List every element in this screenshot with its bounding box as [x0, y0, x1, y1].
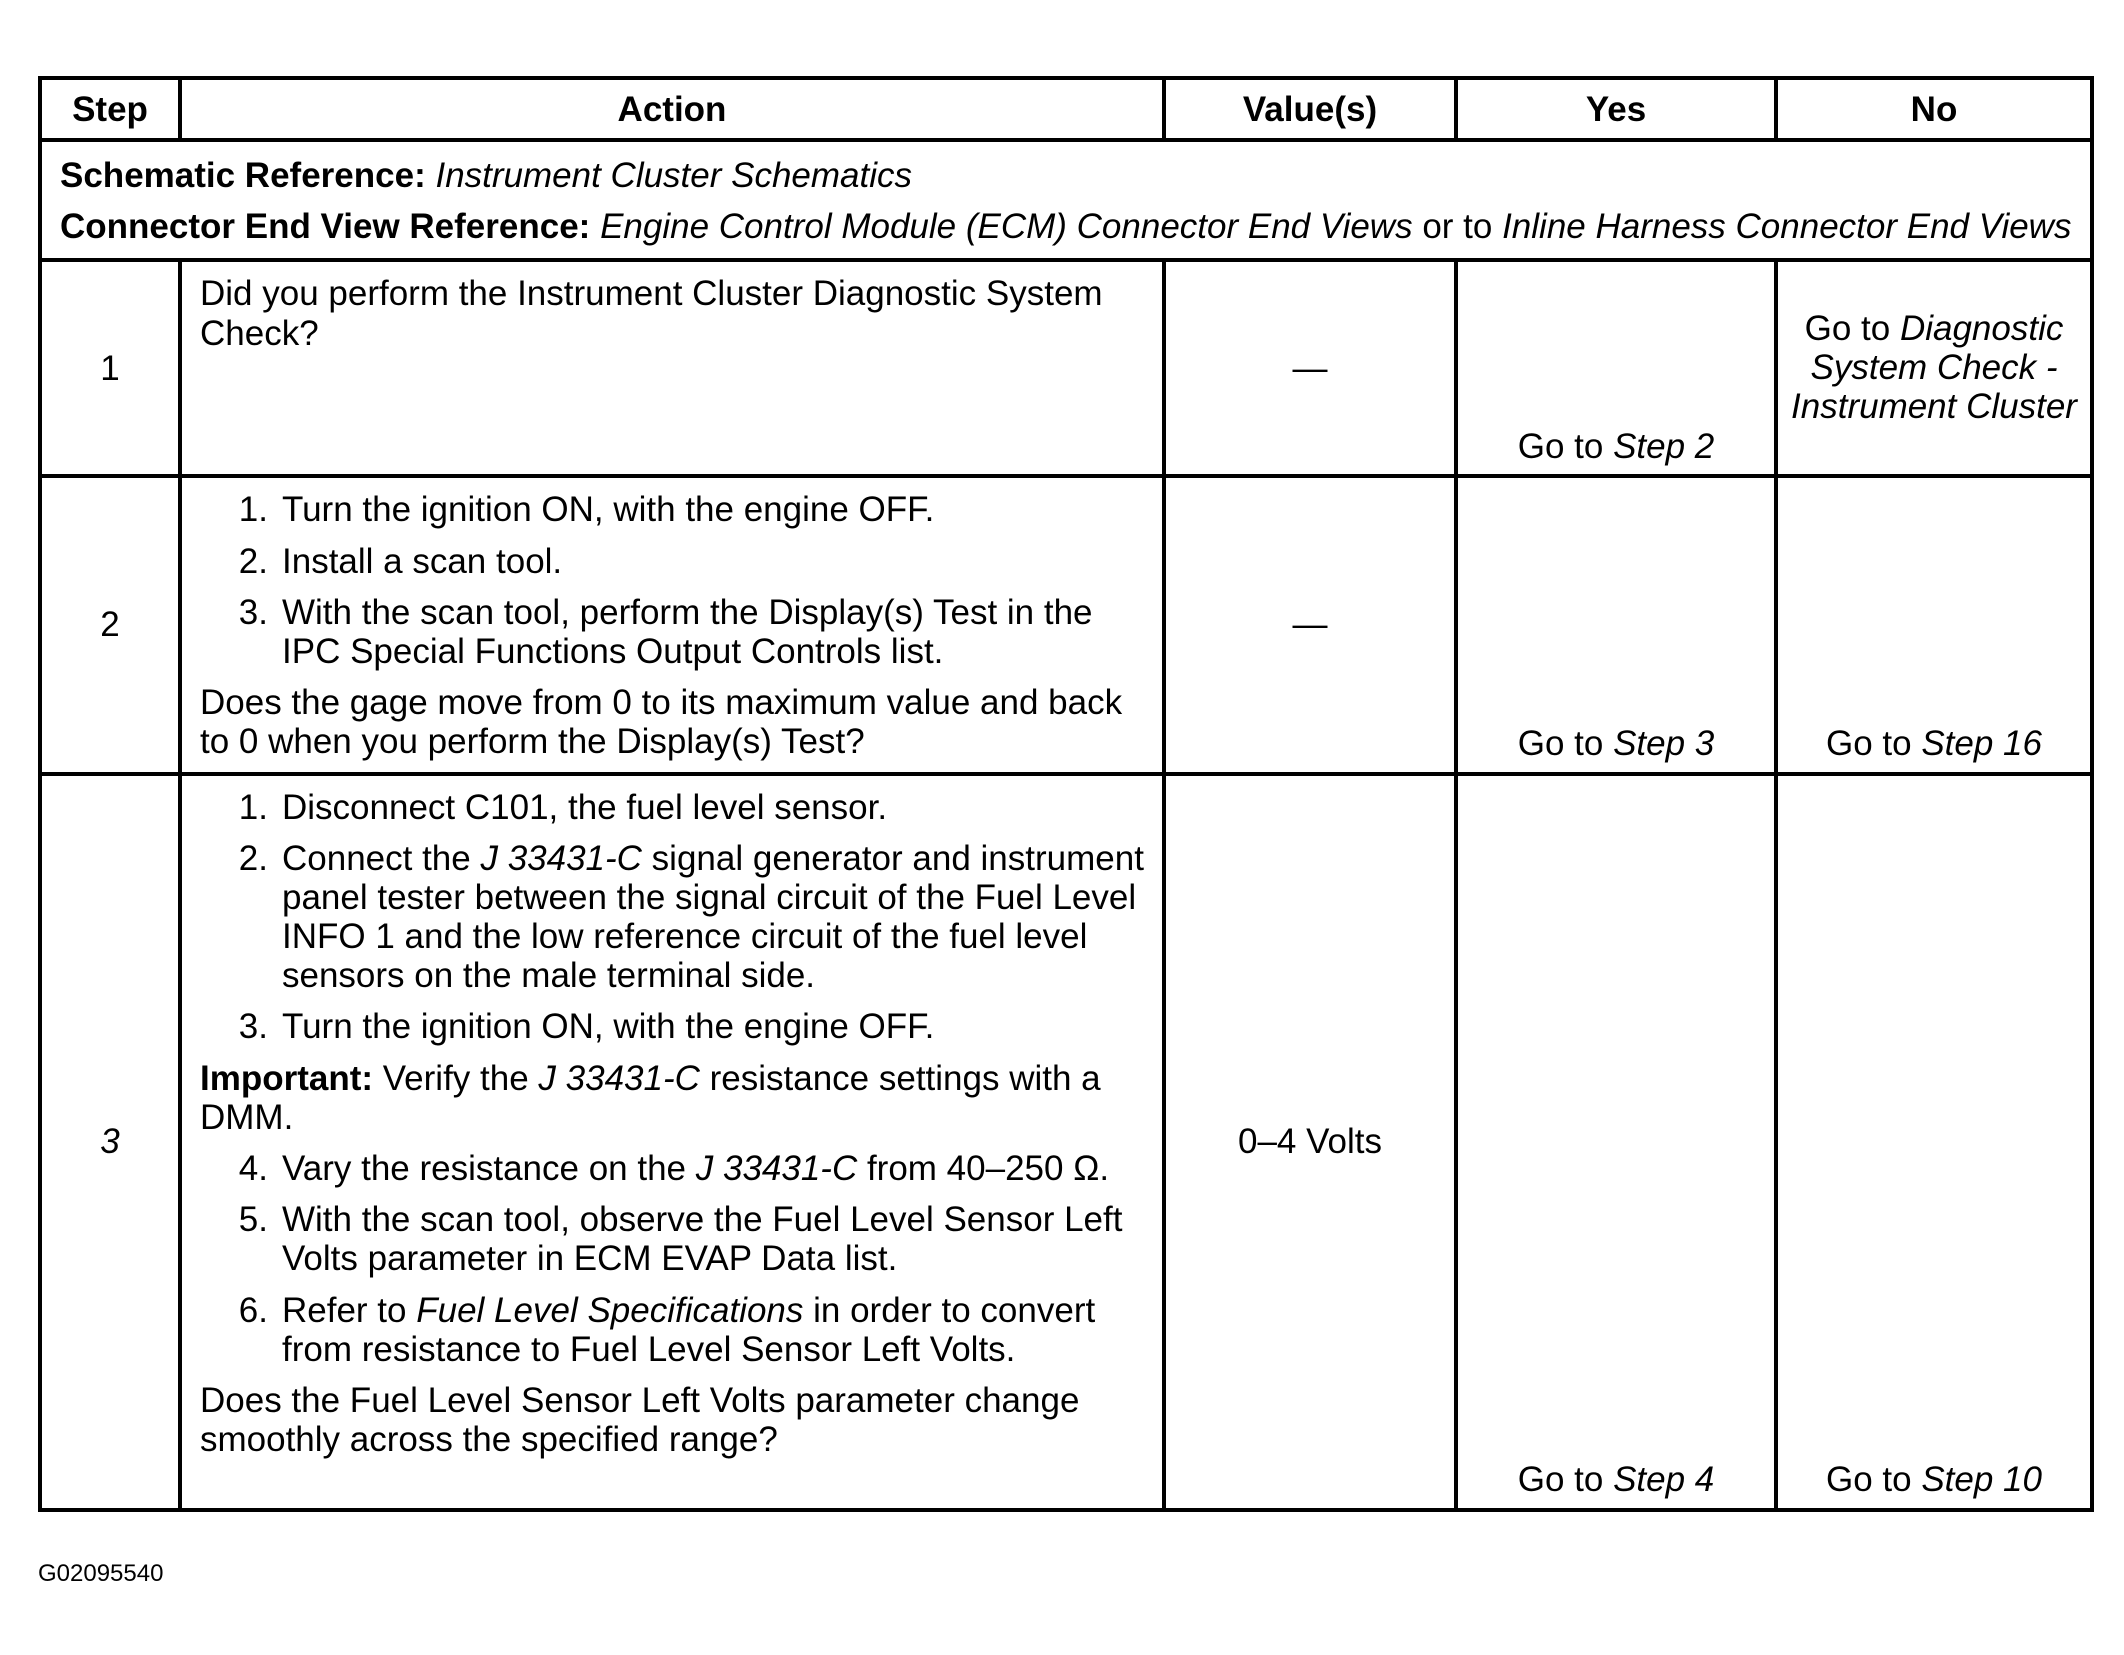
yes-prefix: Go to	[1517, 427, 1614, 467]
action-cell	[180, 260, 1164, 476]
list-item-text: With the scan tool, observe the Fuel Level Sensor Left Volts parameter in ECM EVAP Data list.	[282, 1200, 1123, 1279]
header-no: No	[1776, 78, 2092, 140]
list-item-text: Turn the ignition ON, with the engine OFF.	[282, 1007, 935, 1047]
yes-prefix: Go to	[1517, 1460, 1614, 1500]
no-target: Diagnostic System Check - Instrument Cluster	[1791, 308, 2077, 426]
no-prefix: Go to	[1804, 308, 1900, 348]
list-item-text-post: from 40–250 Ω.	[857, 1149, 1110, 1188]
no-target: Step 10	[1921, 1460, 2042, 1500]
list-item-text: With the scan tool, perform the Display(s) Test in the IPC Special Functions Output Controls list.	[282, 592, 1093, 671]
list-item-number: 2.	[238, 838, 268, 878]
table-row	[40, 260, 2092, 476]
list-item-text: Disconnect C101, the fuel level sensor.	[282, 787, 888, 827]
action-steps	[200, 1149, 1148, 1369]
list-item-text-post: in order to convert from resistance to Fuel Level Sensor Left Volts.	[282, 1290, 1096, 1369]
value-cell: —	[1164, 260, 1456, 476]
list-item	[200, 839, 1148, 996]
tool-reference: J 33431-C	[538, 1058, 700, 1098]
list-item-number: 1.	[238, 490, 268, 530]
header-action: Action	[180, 78, 1164, 140]
step-number: 3	[40, 774, 180, 1510]
schematic-reference-link: Instrument Cluster Schematics	[435, 156, 913, 195]
no-prefix: Go to	[1826, 1460, 1922, 1500]
header-yes: Yes	[1456, 78, 1776, 140]
action-question: Does the Fuel Level Sensor Left Volts parameter change smoothly across the specified range?	[200, 1380, 1080, 1460]
connector-reference-link-ecm: Engine Control Module (ECM) Connector End Views	[600, 207, 1413, 247]
action-cell	[180, 476, 1164, 773]
list-item-text: Turn the ignition ON, with the engine OFF.	[282, 490, 935, 530]
action-question: Did you perform the Instrument Cluster Diagnostic System Check?	[200, 274, 1103, 353]
list-item-number: 6.	[238, 1290, 268, 1330]
connector-reference	[60, 207, 2072, 246]
schematic-reference	[60, 156, 2072, 195]
header-step: Step	[40, 78, 180, 140]
list-item	[200, 1200, 1148, 1278]
no-target: Step 16	[1921, 724, 2042, 764]
no-cell	[1776, 260, 2092, 476]
action-cell	[180, 774, 1164, 1510]
list-item-number: 1.	[238, 787, 268, 827]
connector-reference-label: Connector End View Reference:	[60, 207, 591, 247]
yes-cell	[1456, 774, 1776, 1510]
list-item	[200, 1149, 1148, 1188]
no-prefix: Go to	[1826, 724, 1922, 764]
important-label: Important:	[200, 1058, 374, 1098]
reference-row	[40, 140, 2092, 260]
connector-reference-link-inline: Inline Harness Connector End Views	[1502, 207, 2072, 247]
list-item	[200, 1291, 1148, 1369]
figure-id: G02095540	[38, 1560, 164, 1587]
action-steps	[200, 788, 1148, 1047]
yes-cell	[1456, 260, 1776, 476]
list-item	[200, 490, 1148, 529]
tool-reference: J 33431-C	[480, 838, 642, 878]
list-item-text-pre: Vary the resistance on the	[282, 1149, 696, 1188]
tool-reference: J 33431-C	[695, 1149, 858, 1188]
reference-cell	[40, 140, 2092, 260]
schematic-reference-label: Schematic Reference:	[60, 156, 426, 195]
list-item-text-pre: Connect the	[282, 838, 481, 878]
yes-prefix: Go to	[1517, 724, 1614, 764]
list-item-number: 2.	[238, 541, 268, 581]
yes-cell	[1456, 476, 1776, 773]
step-number: 1	[40, 260, 180, 476]
yes-target: Step 4	[1613, 1460, 1715, 1500]
header-values: Value(s)	[1164, 78, 1456, 140]
no-cell	[1776, 774, 2092, 1510]
list-item-text-pre: Refer to	[282, 1290, 417, 1330]
yes-target: Step 2	[1613, 427, 1715, 467]
action-question: Does the gage move from 0 to its maximum value and back to 0 when you perform the Display(s) Test?	[200, 683, 1123, 762]
list-item	[200, 788, 1148, 827]
important-text-pre: Verify the	[373, 1058, 539, 1098]
yes-target: Step 3	[1613, 724, 1715, 764]
table-row	[40, 774, 2092, 1510]
header-row	[40, 78, 2092, 140]
list-item-number: 5.	[238, 1200, 268, 1240]
important-note	[200, 1059, 1148, 1137]
list-item-text-post: signal generator and instrument panel tester between the signal circuit of the Fuel Level INFO 1 and the low reference circuit of the fuel level sensors on the male terminal side.	[282, 838, 1144, 996]
list-item-number: 3.	[238, 1007, 268, 1047]
list-item	[200, 1007, 1148, 1046]
spec-reference: Fuel Level Specifications	[416, 1290, 804, 1330]
list-item-text: Install a scan tool.	[282, 541, 563, 581]
action-steps	[200, 490, 1148, 671]
connector-reference-joiner: or to	[1412, 207, 1503, 247]
value-cell: 0–4 Volts	[1164, 774, 1456, 1510]
value-cell: —	[1164, 476, 1456, 773]
no-cell	[1776, 476, 2092, 773]
list-item	[200, 542, 1148, 581]
list-item-number: 4.	[238, 1149, 268, 1188]
table-row	[40, 476, 2092, 773]
diagnostic-table	[38, 76, 2094, 1512]
important-text-post: resistance settings with a DMM.	[200, 1058, 1101, 1137]
step-number: 2	[40, 476, 180, 773]
list-item-number: 3.	[238, 592, 268, 632]
list-item	[200, 593, 1148, 671]
